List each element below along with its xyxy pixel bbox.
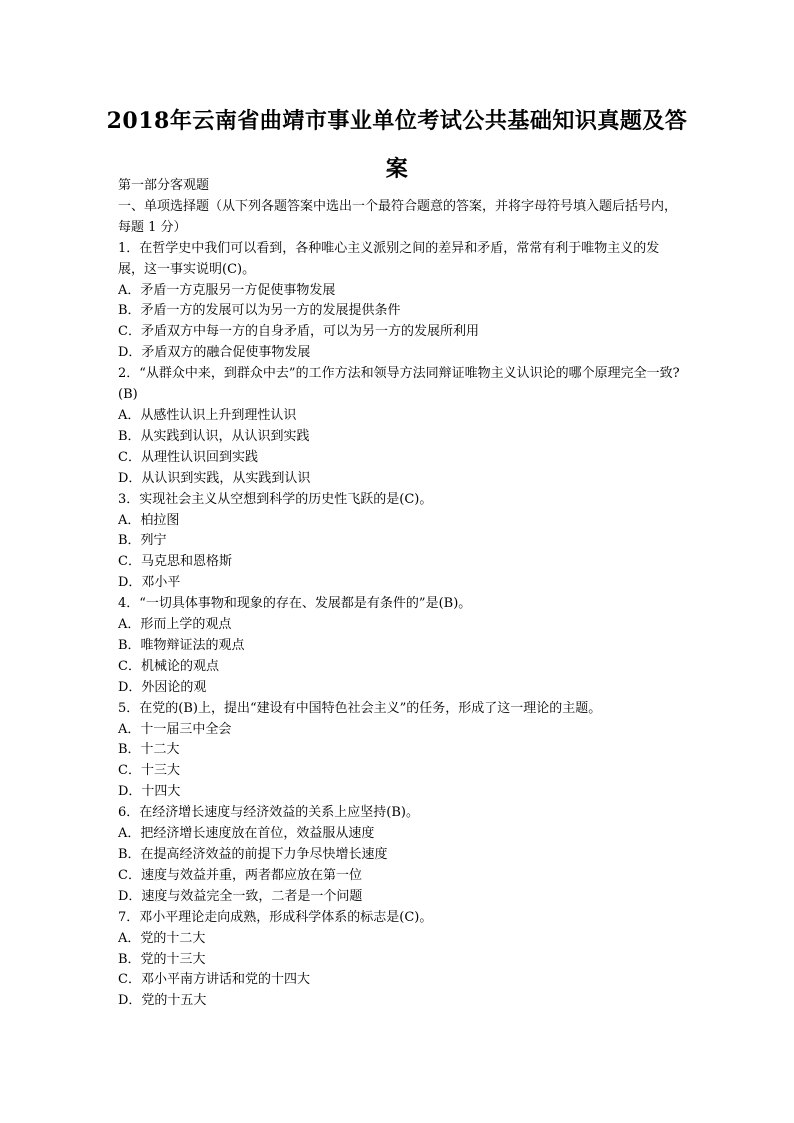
question-1 [118, 239, 683, 364]
document-title: 2018年云南省曲靖市事业单位考试公共基础知识真题及答案 [106, 108, 688, 182]
question-5 [118, 699, 683, 804]
option-b: B．十二大 [118, 742, 180, 758]
option-c: C．机械论的观点 [118, 658, 219, 674]
question-stem: 4．“一切具体事物和现象的存在、发展都是有条件的”是(B)。 [118, 596, 472, 612]
option-b: B．在提高经济效益的前提下力争尽快增长速度 [118, 847, 388, 862]
option-a: A．形而上学的观点 [118, 617, 232, 633]
option-d: D．外因论的观 [118, 679, 207, 695]
option-a: A．矛盾一方克服另一方促使事物发展 [118, 282, 336, 298]
option-d: D．十四大 [118, 784, 181, 800]
document-body [118, 176, 683, 1012]
instructions: 一、单项选择题（从下列各题答案中选出一个最符合题意的答案，并将字母符号填入题后括号内，每题 1 分） [118, 198, 678, 235]
option-c: C．十三大 [118, 763, 180, 779]
option-c: C．从理性认识回到实践 [118, 449, 258, 465]
option-d: D．速度与效益完全一致，二者是一个问题 [118, 888, 363, 904]
option-a: A．十一届三中全会 [118, 721, 232, 737]
option-d: D．邓小平 [118, 575, 181, 591]
option-b: B．从实践到认识，从认识到实践 [118, 428, 310, 444]
option-d: D．矛盾双方的融合促使事物发展 [118, 345, 311, 361]
question-3 [118, 490, 683, 595]
question-7 [118, 908, 683, 1013]
question-4 [118, 594, 683, 699]
question-stem: 5．在党的(B)上，提出“建设有中国特色社会主义”的任务，形成了这一理论的主题。 [118, 700, 602, 716]
option-c: C．速度与效益并重，两者都应放在第一位 [118, 867, 362, 883]
question-stem: 2．“从群众中来，到群众中去”的工作方法和领导方法同辩证唯物主义认识论的哪个原理完全一致?(B) [118, 366, 680, 403]
option-b: B．矛盾一方的发展可以为另一方的发展提供条件 [118, 303, 401, 319]
option-a: A．从感性认识上升到理性认识 [118, 407, 297, 423]
option-d: D．党的十五大 [118, 993, 207, 1009]
option-c: C．马克思和恩格斯 [118, 554, 232, 570]
option-b: B．唯物辩证法的观点 [118, 637, 245, 653]
question-6 [118, 803, 683, 908]
section-heading: 第一部分客观题 [118, 178, 210, 193]
question-stem: 6．在经济增长速度与经济效益的关系上应坚持(B)。 [118, 805, 419, 821]
option-b: B．列宁 [118, 533, 167, 549]
option-b: B．党的十三大 [118, 951, 206, 967]
question-stem: 1．在哲学史中我们可以看到，各种唯心主义派别之间的差异和矛盾，常常有利于唯物主义的发展，这一事实说明(C)。 [118, 240, 660, 277]
option-a: A．把经济增长速度放在首位，效益服从速度 [118, 826, 375, 842]
question-stem: 3．实现社会主义从空想到科学的历史性飞跃的是(C)。 [118, 491, 433, 507]
option-c: C．矛盾双方中每一方的自身矛盾，可以为另一方的发展所利用 [118, 324, 479, 340]
option-a: A．党的十二大 [118, 930, 206, 946]
option-c: C．邓小平南方讲话和党的十四大 [118, 972, 310, 988]
option-d: D．从认识到实践，从实践到认识 [118, 470, 311, 486]
option-a: A．柏拉图 [118, 512, 180, 528]
question-2 [118, 364, 683, 489]
question-stem: 7．邓小平理论走向成熟，形成科学体系的标志是(C)。 [118, 909, 433, 925]
